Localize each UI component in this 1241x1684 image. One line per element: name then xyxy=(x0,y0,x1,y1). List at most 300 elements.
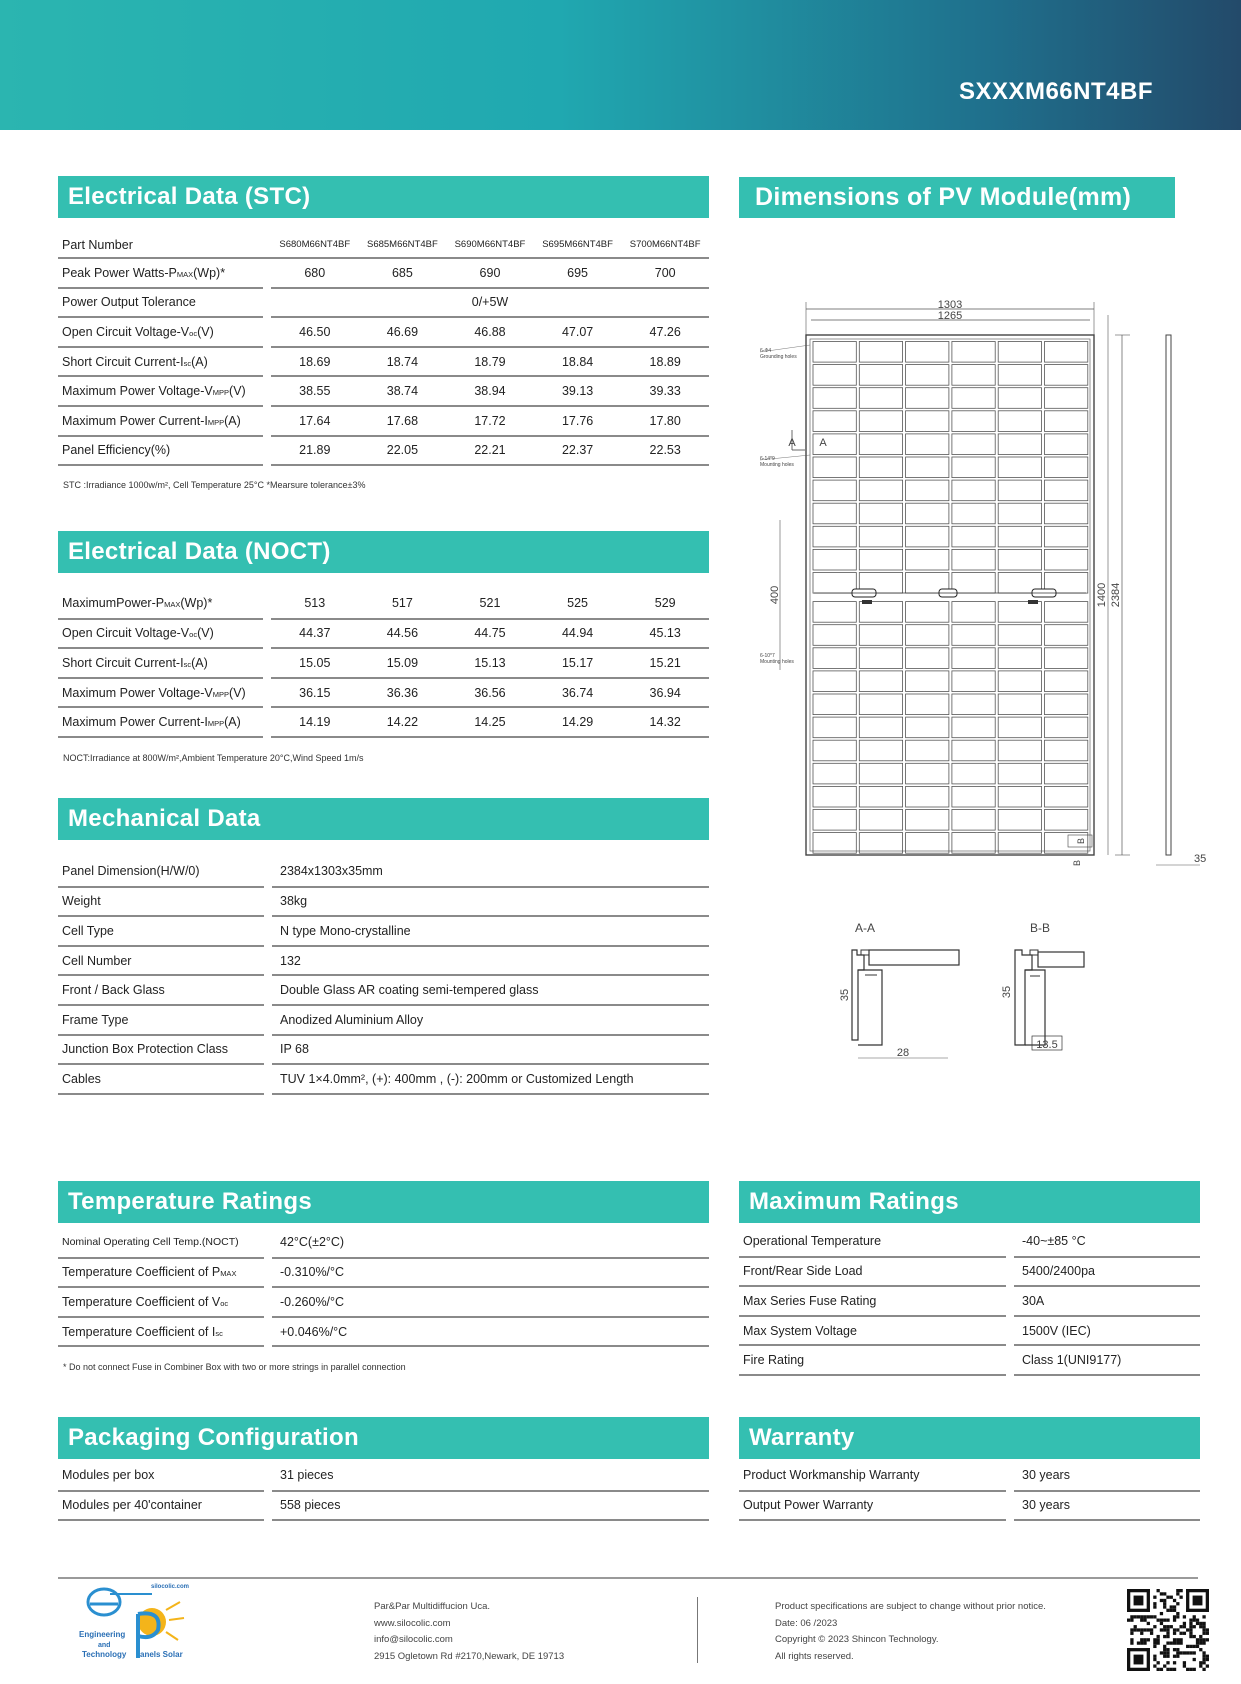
kv-key-subscript: MAX xyxy=(220,1269,237,1279)
spec-value: 14.29 xyxy=(534,707,622,737)
solar-cell xyxy=(952,648,995,669)
kv-key: Product Workmanship Warranty xyxy=(739,1461,1006,1491)
solar-cell xyxy=(952,833,995,854)
company-logo xyxy=(72,1582,202,1668)
maxr-section-title: Maximum Ratings xyxy=(739,1181,1200,1223)
spec-value: 14.25 xyxy=(446,707,534,737)
solar-cell xyxy=(1045,648,1088,669)
solar-cell xyxy=(813,763,856,784)
spec-value: 22.37 xyxy=(534,436,622,466)
solar-cell xyxy=(859,763,902,784)
spec-value: 15.13 xyxy=(446,648,534,678)
solar-cell xyxy=(859,717,902,738)
solar-cell xyxy=(859,526,902,547)
spec-row xyxy=(58,619,709,649)
spec-value: 18.69 xyxy=(271,347,359,377)
solar-cell xyxy=(906,786,949,807)
mech-table xyxy=(58,857,709,1095)
section-bb-title: B-B xyxy=(1029,921,1051,935)
spec-row xyxy=(58,317,709,347)
solar-cell xyxy=(859,457,902,478)
solar-cell xyxy=(952,411,995,432)
model-name: S690M66NT4BF xyxy=(446,232,534,258)
spec-value: 39.13 xyxy=(534,376,622,406)
kv-value: 1500V (IEC) xyxy=(1014,1316,1200,1346)
row-label-text: Power Output Tolerance xyxy=(62,295,196,310)
solar-cell xyxy=(952,457,995,478)
kv-key: Junction Box Protection Class xyxy=(58,1035,264,1065)
spec-value: 47.26 xyxy=(621,317,709,347)
row-label xyxy=(58,288,263,318)
solar-cell xyxy=(906,833,949,854)
spec-value: 22.21 xyxy=(446,436,534,466)
spec-value: 18.79 xyxy=(446,347,534,377)
row-label xyxy=(58,347,263,377)
spec-value: 15.09 xyxy=(359,648,447,678)
spec-row xyxy=(58,347,709,377)
header-banner xyxy=(0,0,1241,130)
kv-value: -0.310%/°C xyxy=(272,1258,709,1288)
solar-cell xyxy=(1045,694,1088,715)
footer-notice-block xyxy=(775,1599,1046,1665)
solar-cell xyxy=(1045,625,1088,646)
kv-value: 30 years xyxy=(1014,1491,1200,1521)
spec-value: 17.68 xyxy=(359,406,447,436)
kv-key: Output Power Warranty xyxy=(739,1491,1006,1521)
spec-value: 36.74 xyxy=(534,678,622,708)
solar-cell xyxy=(1045,365,1088,386)
solar-cell xyxy=(952,526,995,547)
kv-key xyxy=(58,1287,264,1317)
kv-row xyxy=(739,1257,1200,1287)
solar-cell xyxy=(952,365,995,386)
solar-cell xyxy=(906,480,949,501)
spec-value: 22.53 xyxy=(621,436,709,466)
solar-cell xyxy=(906,549,949,570)
solar-cell xyxy=(998,526,1041,547)
row-label-subscript: oc xyxy=(189,328,198,338)
solar-cell xyxy=(813,388,856,409)
rights: All rights reserved. xyxy=(775,1650,854,1662)
row-label xyxy=(58,258,263,288)
solar-cell xyxy=(813,694,856,715)
doc-date: Date: 06 /2023 xyxy=(775,1617,838,1629)
kv-row xyxy=(739,1491,1200,1521)
row-label-subscript: oc xyxy=(189,630,198,640)
kv-key: Modules per 40'container xyxy=(58,1491,264,1521)
solar-cell xyxy=(859,833,902,854)
solar-cell xyxy=(859,786,902,807)
solar-cell xyxy=(813,526,856,547)
row-label-suffix: (V) xyxy=(229,685,246,700)
module-drawing xyxy=(760,290,1220,1070)
solar-cell xyxy=(906,671,949,692)
spec-value: 521 xyxy=(446,589,534,619)
spec-value: 45.13 xyxy=(621,619,709,649)
row-label-suffix: (A) xyxy=(191,354,208,369)
spec-value: 685 xyxy=(359,258,447,288)
section-aa-height: 35 xyxy=(839,988,851,1002)
kv-value: 30 years xyxy=(1014,1461,1200,1491)
spec-value: 44.56 xyxy=(359,619,447,649)
spec-value: 22.05 xyxy=(359,436,447,466)
part-number-label: Part Number xyxy=(58,232,263,258)
solar-cell xyxy=(998,786,1041,807)
kv-key xyxy=(58,1317,264,1347)
model-name: S680M66NT4BF xyxy=(271,232,359,258)
junction-distance-label: 400 xyxy=(769,585,781,605)
kv-row xyxy=(58,887,709,917)
solar-cell xyxy=(859,810,902,831)
solar-cell xyxy=(813,342,856,363)
spec-value: 36.36 xyxy=(359,678,447,708)
solar-cell xyxy=(1045,480,1088,501)
row-label-suffix: (V) xyxy=(197,324,214,339)
spec-value: 18.74 xyxy=(359,347,447,377)
row-label-text: Short Circuit Current-I xyxy=(62,354,184,369)
spec-notice: Product specifications are subject to change without prior notice. xyxy=(775,1601,1046,1612)
spec-value: 36.56 xyxy=(446,678,534,708)
spec-row xyxy=(58,406,709,436)
temp-note: * Do not connect Fuse in Combiner Box with two or more strings in parallel connection xyxy=(63,1362,406,1372)
solar-cell xyxy=(859,365,902,386)
grounding-label: 6-Φ4 xyxy=(760,348,772,354)
solar-cell xyxy=(998,549,1041,570)
spec-row xyxy=(58,678,709,708)
solar-cell xyxy=(952,786,995,807)
model-name: S685M66NT4BF xyxy=(359,232,447,258)
kv-value: Anodized Aluminium Alloy xyxy=(272,1005,709,1035)
section-b-marker: B xyxy=(1072,859,1082,867)
kv-key: Panel Dimension(H/W/0) xyxy=(58,857,264,887)
row-label-text: Maximum Power Current-I xyxy=(62,715,208,730)
spec-value: 44.75 xyxy=(446,619,534,649)
row-label-subscript: MAX xyxy=(176,269,194,279)
mounting2-label: 6-10*7 xyxy=(760,653,775,659)
company-email[interactable]: info@silocolic.com xyxy=(374,1634,453,1645)
solar-cell xyxy=(998,503,1041,524)
section-a-marker: A xyxy=(819,437,827,449)
logo-text: anels Solar xyxy=(140,1650,183,1659)
solar-cell xyxy=(813,573,856,594)
pack-section-title: Packaging Configuration xyxy=(58,1417,709,1459)
spec-value: 517 xyxy=(359,589,447,619)
solar-cell xyxy=(952,388,995,409)
kv-key: Weight xyxy=(58,887,264,917)
solar-cell xyxy=(998,833,1041,854)
row-label-text: Open Circuit Voltage-V xyxy=(62,626,190,641)
spec-value: 39.33 xyxy=(621,376,709,406)
kv-key: Operational Temperature xyxy=(739,1227,1006,1257)
solar-cell xyxy=(952,810,995,831)
spec-value: 17.72 xyxy=(446,406,534,436)
kv-key: Frame Type xyxy=(58,1005,264,1035)
grounding-sub-label: Grounding holes xyxy=(760,354,797,360)
kv-key: Max Series Fuse Rating xyxy=(739,1286,1006,1316)
spec-value: 44.37 xyxy=(271,619,359,649)
solar-cell xyxy=(906,763,949,784)
solar-cell xyxy=(859,671,902,692)
solar-cell xyxy=(813,648,856,669)
kv-row xyxy=(58,1035,709,1065)
solar-cell xyxy=(998,694,1041,715)
solar-cell xyxy=(859,411,902,432)
kv-row xyxy=(58,1461,709,1491)
solar-cell xyxy=(998,740,1041,761)
solar-cell xyxy=(1045,786,1088,807)
solar-cell xyxy=(952,763,995,784)
solar-cell xyxy=(952,342,995,363)
stc-table xyxy=(58,232,709,466)
solar-cell xyxy=(998,342,1041,363)
row-label-subscript: MPP xyxy=(212,689,230,699)
kv-row xyxy=(739,1461,1200,1491)
qr-code xyxy=(1127,1589,1209,1671)
spec-value: 700 xyxy=(621,258,709,288)
spec-value: 525 xyxy=(534,589,622,619)
row-label xyxy=(58,707,263,737)
solar-cell xyxy=(906,717,949,738)
spec-value: 17.64 xyxy=(271,406,359,436)
company-web[interactable]: www.silocolic.com xyxy=(374,1617,451,1629)
model-name: S695M66NT4BF xyxy=(534,232,622,258)
kv-key-text: Temperature Coefficient of I xyxy=(62,1324,216,1339)
spec-row xyxy=(58,589,709,619)
solar-cell xyxy=(859,480,902,501)
solar-cell xyxy=(906,648,949,669)
row-label-subscript: MPP xyxy=(212,388,230,398)
spec-value: 46.88 xyxy=(446,317,534,347)
solar-cell xyxy=(952,480,995,501)
spec-value: 695 xyxy=(534,258,622,288)
kv-value: 30A xyxy=(1014,1286,1200,1316)
spec-value: 18.84 xyxy=(534,347,622,377)
kv-key xyxy=(58,1228,264,1258)
kv-row xyxy=(739,1316,1200,1346)
kv-row xyxy=(58,1228,709,1258)
row-label-suffix: (V) xyxy=(229,384,246,399)
kv-row xyxy=(58,916,709,946)
solar-cell xyxy=(813,411,856,432)
stc-header-row xyxy=(58,232,709,258)
kv-value: N type Mono-crystalline xyxy=(272,916,709,946)
solar-cell xyxy=(998,388,1041,409)
kv-key-subscript: oc xyxy=(220,1298,229,1308)
mounting1-label: 6-14*9 xyxy=(760,456,775,462)
solar-cell xyxy=(813,625,856,646)
row-label xyxy=(58,678,263,708)
company-name: Par&Par Multidiffucion Uca. xyxy=(374,1601,490,1612)
kv-row xyxy=(58,1005,709,1035)
solar-cell xyxy=(813,717,856,738)
row-label-subscript: MAX xyxy=(164,600,181,610)
row-label xyxy=(58,648,263,678)
solar-cell xyxy=(1045,549,1088,570)
kv-row xyxy=(58,1317,709,1347)
solar-cell xyxy=(813,786,856,807)
spec-value: 14.22 xyxy=(359,707,447,737)
logo-url: silocolic.com xyxy=(151,1584,190,1590)
kv-row xyxy=(739,1227,1200,1257)
solar-cell xyxy=(952,694,995,715)
kv-value: 2384x1303x35mm xyxy=(272,857,709,887)
kv-row xyxy=(58,1491,709,1521)
kv-key: Fire Rating xyxy=(739,1345,1006,1375)
row-label-subscript: MPP xyxy=(207,417,225,427)
solar-cell xyxy=(1045,434,1088,455)
section-aa-title: A-A xyxy=(854,921,876,935)
footer-company-block xyxy=(374,1599,564,1665)
solar-cell xyxy=(1045,717,1088,738)
solar-cell xyxy=(952,740,995,761)
solar-cell xyxy=(813,602,856,623)
spec-value: 38.55 xyxy=(271,376,359,406)
row-label-suffix: (V) xyxy=(197,626,214,641)
solar-cell xyxy=(906,526,949,547)
spec-value: 0/+5W xyxy=(271,288,709,318)
company-address: 2915 Ogletown Rd #2170,Newark, DE 19713 xyxy=(374,1650,565,1662)
solar-cell xyxy=(952,717,995,738)
kv-value: TUV 1×4.0mm², (+): 400mm , (-): 200mm or Customized Length xyxy=(272,1064,709,1094)
depth-label: 35 xyxy=(1194,853,1207,865)
solar-cell xyxy=(998,365,1041,386)
kv-value: 5400/2400pa xyxy=(1014,1257,1200,1287)
spec-value: 15.21 xyxy=(621,648,709,678)
kv-value: 42°C(±2°C) xyxy=(272,1228,709,1258)
spec-value: 513 xyxy=(271,589,359,619)
row-label-subscript: sc xyxy=(183,358,192,368)
spec-value: 36.15 xyxy=(271,678,359,708)
spec-value: 44.94 xyxy=(534,619,622,649)
row-label-text: Maximum Power Current-I xyxy=(62,413,208,428)
solar-cell xyxy=(952,602,995,623)
kv-value: Double Glass AR coating semi-tempered glass xyxy=(272,975,709,1005)
row-label-text: Open Circuit Voltage-V xyxy=(62,324,190,339)
kv-row xyxy=(58,1287,709,1317)
section-a-marker: A xyxy=(788,437,796,449)
model-name: S700M66NT4BF xyxy=(621,232,709,258)
solar-cell xyxy=(1045,503,1088,524)
solar-cell xyxy=(1045,342,1088,363)
kv-value: -40~±85 °C xyxy=(1014,1227,1200,1257)
noct-section-title: Electrical Data (NOCT) xyxy=(58,531,709,573)
kv-key-text: Nominal Operating Cell Temp.(NOCT) xyxy=(62,1236,239,1249)
kv-row xyxy=(739,1286,1200,1316)
temp-table xyxy=(58,1228,709,1347)
kv-row xyxy=(58,1258,709,1288)
kv-value: +0.046%/°C xyxy=(272,1317,709,1347)
logo-text: and xyxy=(98,1642,111,1649)
spec-value: 38.74 xyxy=(359,376,447,406)
solar-cell xyxy=(998,763,1041,784)
solar-cell xyxy=(1045,526,1088,547)
kv-value: IP 68 xyxy=(272,1035,709,1065)
row-label-suffix: (Wp)* xyxy=(193,265,226,280)
row-label-suffix: (A) xyxy=(224,715,241,730)
warranty-section-title: Warranty xyxy=(739,1417,1200,1459)
kv-value: 31 pieces xyxy=(272,1461,709,1491)
solar-cell xyxy=(859,388,902,409)
spec-value: 47.07 xyxy=(534,317,622,347)
mech-section-title: Mechanical Data xyxy=(58,798,709,840)
solar-cell xyxy=(859,342,902,363)
height-inner-label: 1400 xyxy=(1096,582,1108,608)
solar-cell xyxy=(906,625,949,646)
solar-cell xyxy=(1045,810,1088,831)
row-label-subscript: sc xyxy=(183,659,192,669)
solar-cell xyxy=(998,717,1041,738)
spec-value: 17.76 xyxy=(534,406,622,436)
kv-key-text: Temperature Coefficient of P xyxy=(62,1265,221,1280)
solar-cell xyxy=(906,342,949,363)
kv-key: Cell Number xyxy=(58,946,264,976)
logo-text: Engineering xyxy=(79,1630,126,1639)
kv-value: 132 xyxy=(272,946,709,976)
section-b-marker: B xyxy=(1076,837,1086,845)
row-label-text: Short Circuit Current-I xyxy=(62,655,184,670)
row-label-text: MaximumPower-P xyxy=(62,596,165,611)
spec-value: 18.89 xyxy=(621,347,709,377)
solar-cell xyxy=(906,503,949,524)
kv-value: 558 pieces xyxy=(272,1491,709,1521)
solar-cell xyxy=(859,602,902,623)
spec-value: 46.50 xyxy=(271,317,359,347)
solar-cell xyxy=(998,602,1041,623)
kv-row xyxy=(58,975,709,1005)
spec-value: 46.69 xyxy=(359,317,447,347)
kv-key: Modules per box xyxy=(58,1461,264,1491)
kv-key: Max System Voltage xyxy=(739,1316,1006,1346)
width-outer-label: 1303 xyxy=(937,299,963,311)
spec-value: 15.17 xyxy=(534,648,622,678)
solar-cell xyxy=(952,549,995,570)
row-label-text: Peak Power Watts-P xyxy=(62,265,177,280)
warranty-table xyxy=(739,1461,1200,1521)
spec-row xyxy=(58,648,709,678)
solar-cell xyxy=(998,434,1041,455)
solar-cell xyxy=(859,648,902,669)
spec-value: 680 xyxy=(271,258,359,288)
solar-cell xyxy=(906,365,949,386)
spec-value: 21.89 xyxy=(271,436,359,466)
solar-cell xyxy=(952,434,995,455)
kv-key xyxy=(58,1258,264,1288)
stc-section-title: Electrical Data (STC) xyxy=(58,176,709,218)
stc-note: STC :Irradiance 1000w/m², Cell Temperature 25°C *Mearsure tolerance±3% xyxy=(63,480,366,490)
solar-cell xyxy=(859,549,902,570)
solar-cell xyxy=(1045,671,1088,692)
spec-value: 690 xyxy=(446,258,534,288)
kv-row xyxy=(58,857,709,887)
solar-cell xyxy=(859,740,902,761)
spec-value: 17.80 xyxy=(621,406,709,436)
solar-cell xyxy=(998,648,1041,669)
solar-cell xyxy=(1045,411,1088,432)
row-label-suffix: (A) xyxy=(191,655,208,670)
solar-cell xyxy=(859,503,902,524)
spec-row xyxy=(58,288,709,318)
kv-row xyxy=(739,1345,1200,1375)
solar-cell xyxy=(906,740,949,761)
solar-cell xyxy=(906,694,949,715)
solar-cell xyxy=(813,833,856,854)
maxr-table xyxy=(739,1227,1200,1376)
section-bb-height: 35 xyxy=(1001,985,1013,999)
solar-cell xyxy=(952,625,995,646)
solar-cell xyxy=(813,457,856,478)
row-label-text: Maximum Power Voltage-V xyxy=(62,685,213,700)
spec-value: 36.94 xyxy=(621,678,709,708)
